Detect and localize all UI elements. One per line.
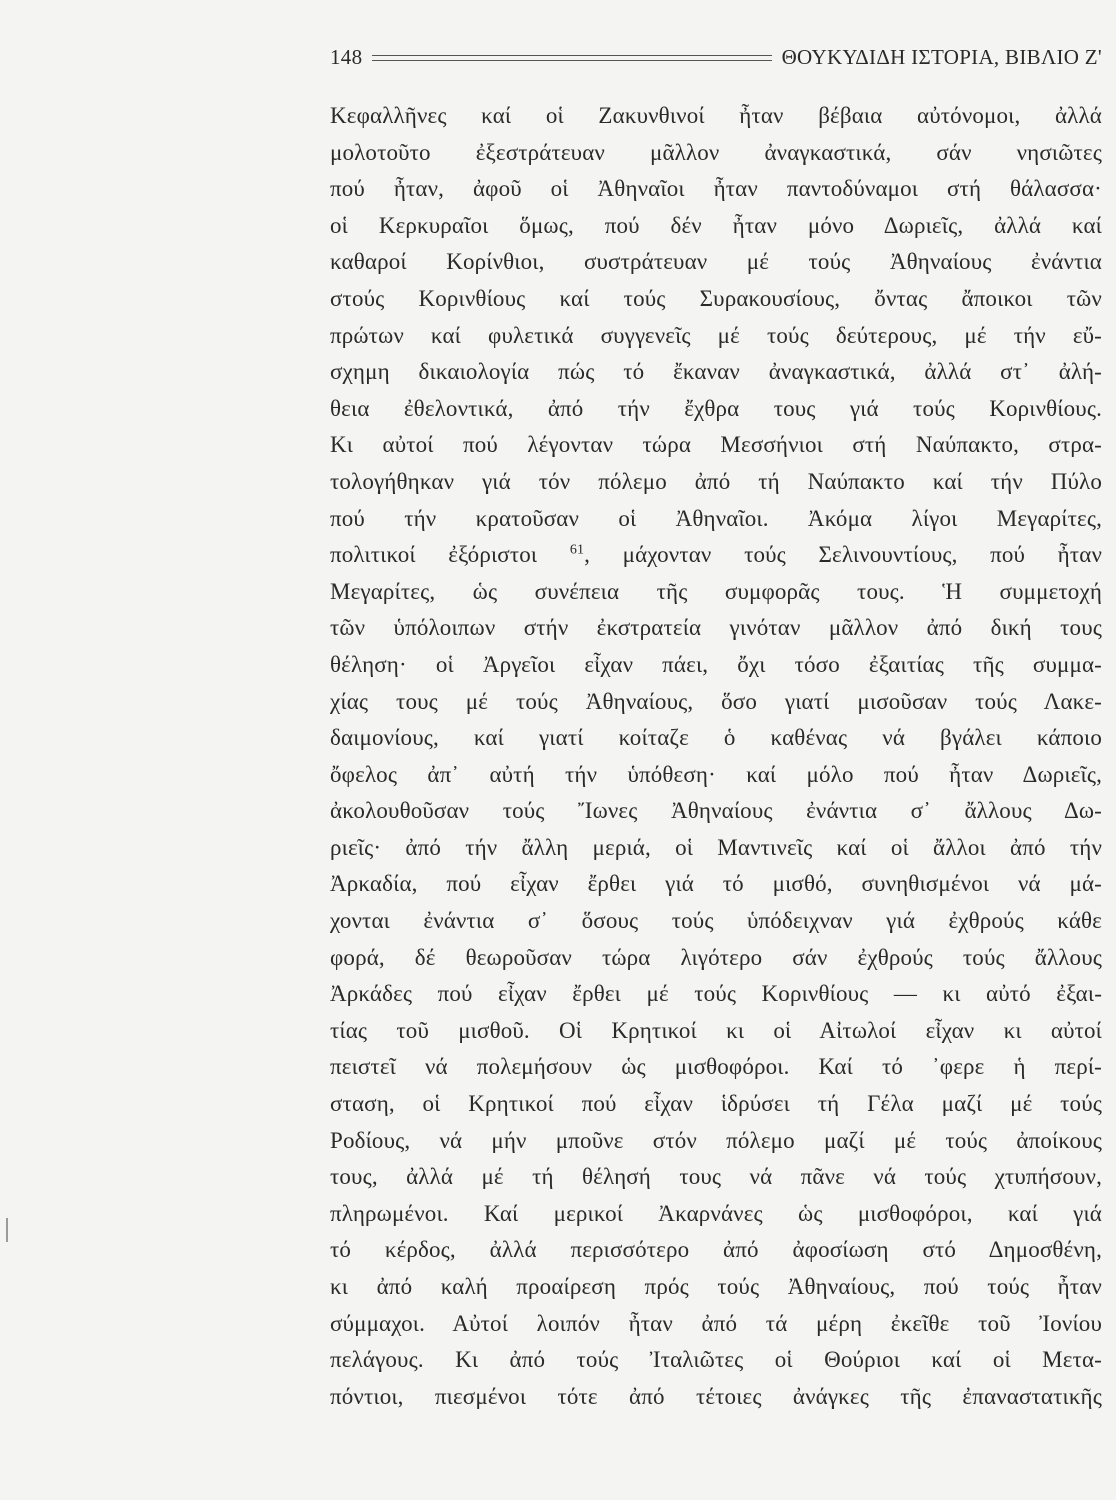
text-line: τίας τοῦ μισθοῦ. Οἱ Κρητικοί κι οἱ Αἰτωλοί εἶχαν κι αὐτοί <box>330 1017 1102 1043</box>
text-line: σύμμαχοι. Αὐτοί λοιπόν ἦταν ἀπό τά μέρη ἐκεῖθε τοῦ Ἰονίου <box>330 1310 1102 1336</box>
footnote-marker: 61 <box>569 542 585 558</box>
header-rule <box>372 55 771 61</box>
body-text <box>330 98 1102 1415</box>
text-line: σχημη δικαιολογία πώς τό ἔκαναν ἀναγκαστικά, ἀλλά στ᾿ ἀλή- <box>330 359 1102 385</box>
text-line: δαιμονίους, καί γιατί κοίταζε ὁ καθένας νά βγάλει κάποιο <box>330 725 1102 751</box>
text-line: ἀκολουθοῦσαν τούς Ἴωνες Ἀθηναίους ἐνάντια σ᾿ ἄλλους Δω- <box>330 798 1102 824</box>
text-line: τολογήθηκαν γιά τόν πόλεμο ἀπό τή Ναύπακτο καί τήν Πύλο <box>330 468 1102 494</box>
line-text: , μάχονταν τούς Σελινουντίους, πού ἦταν <box>584 542 1103 568</box>
text-line: οἱ Κερκυραῖοι ὅμως, πού δέν ἦταν μόνο Δωριεῖς, ἀλλά καί <box>330 212 1102 238</box>
text-line: Ἀρκάδες πού εἶχαν ἔρθει μέ τούς Κορινθίους — κι αὐτό ἐξαι- <box>330 981 1102 1007</box>
line-text: πολιτικοί ἐξόριστοι <box>330 542 570 568</box>
text-line: μολοτοῦτο ἐξεστράτευαν μᾶλλον ἀναγκαστικά, σάν νησιῶτες <box>330 139 1102 165</box>
text-line: Μεγαρίτες, ὡς συνέπεια τῆς συμφορᾶς τους. Ἡ συμμετοχή <box>330 578 1102 604</box>
running-header <box>330 42 1102 72</box>
text-line: πληρωμένοι. Καί μερικοί Ἀκαρνάνες ὡς μισθοφόροι, καί γιά <box>330 1200 1102 1226</box>
text-line: Κεφαλλῆνες καί οἱ Ζακυνθινοί ἦταν βέβαια αὐτόνομοι, ἀλλά <box>330 103 1102 128</box>
text-line: τῶν ὑπόλοιπων στήν ἐκστρατεία γινόταν μᾶλλον ἀπό δική τους <box>330 615 1102 641</box>
text-line: Ροδίους, νά μήν μποῦνε στόν πόλεμο μαζί μέ τούς ἀποίκους <box>330 1127 1102 1153</box>
text-line: θέληση· οἱ Ἀργεῖοι εἶχαν πάει, ὄχι τόσο ἐξαιτίας τῆς συμμα- <box>330 651 1102 677</box>
text-line: στούς Κορινθίους καί τούς Συρακουσίους, ὄντας ἄποικοι τῶν <box>330 285 1102 311</box>
text-line: τους, ἀλλά μέ τή θέλησή τους νά πᾶνε νά τούς χτυπήσουν, <box>330 1164 1102 1190</box>
text-line: Ἀρκαδία, πού εἶχαν ἔρθει γιά τό μισθό, συνηθισμένοι νά μά- <box>330 871 1102 897</box>
text-line: θεια ἐθελοντικά, ἀπό τήν ἔχθρα τους γιά τούς Κορινθίους. <box>330 395 1102 421</box>
text-line: πελάγους. Κι ἀπό τούς Ἰταλιῶτες οἱ Θούριοι καί οἱ Μετα- <box>330 1347 1102 1373</box>
text-line: πού ἦταν, ἀφοῦ οἱ Ἀθηναῖοι ἦταν παντοδύναμοι στή θάλασσα· <box>330 176 1102 202</box>
text-line: χίας τους μέ τούς Ἀθηναίους, ὅσο γιατί μισοῦσαν τούς Λακε- <box>330 688 1102 714</box>
text-line: χονται ἐνάντια σ᾿ ὅσους τούς ὑπόδειχναν γιά ἐχθρούς κάθε <box>330 908 1102 934</box>
text-line: πειστεῖ νά πολεμήσουν ὡς μισθοφόροι. Καί τό ᾿φερε ἡ περί- <box>330 1054 1102 1080</box>
text-line: πρώτων καί φυλετικά συγγενεῖς μέ τούς δεύτερους, μέ τήν εὔ- <box>330 322 1102 348</box>
text-line: ὄφελος ἀπ᾿ αὐτή τήν ὑπόθεση· καί μόλο πού ἦταν Δωριεῖς, <box>330 761 1102 787</box>
text-line: φορά, δέ θεωροῦσαν τώρα λιγότερο σάν ἐχθρούς τούς ἄλλους <box>330 944 1102 970</box>
page-number: 148 <box>330 44 363 69</box>
text-line: τό κέρδος, ἀλλά περισσότερο ἀπό ἀφοσίωση στό Δημοσθένη, <box>330 1237 1102 1263</box>
text-line: καθαροί Κορίνθιοι, συστράτευαν μέ τούς Ἀθηναίους ἐνάντια <box>330 249 1102 275</box>
text-line: Κι αὐτοί πού λέγονταν τώρα Μεσσήνιοι στή Ναύπακτο, στρα- <box>330 432 1102 458</box>
text-line: σταση, οἱ Κρητικοί πού εἶχαν ἱδρύσει τή Γέλα μαζί μέ τούς <box>330 1091 1102 1117</box>
margin-mark <box>6 1218 8 1242</box>
text-line: πού τήν κρατοῦσαν οἱ Ἀθηναῖοι. Ἀκόμα λίγοι Μεγαρίτες, <box>330 505 1102 531</box>
running-title: ΘΟΥΚΥΔΙΔΗ ΙΣΤΟΡΙΑ, ΒΙΒΛΙΟ Ζ' <box>781 44 1102 69</box>
text-line: πόντιοι, πιεσμένοι τότε ἀπό τέτοιες ἀνάγκες τῆς ἐπαναστατικῆς <box>330 1383 1102 1409</box>
text-line: ριεῖς· ἀπό τήν ἄλλη μεριά, οἱ Μαντινεῖς καί οἱ ἄλλοι ἀπό τήν <box>330 834 1102 860</box>
text-line-with-footnote <box>330 537 1102 574</box>
text-line: κι ἀπό καλή προαίρεση πρός τούς Ἀθηναίους, πού τούς ἦταν <box>330 1274 1102 1299</box>
